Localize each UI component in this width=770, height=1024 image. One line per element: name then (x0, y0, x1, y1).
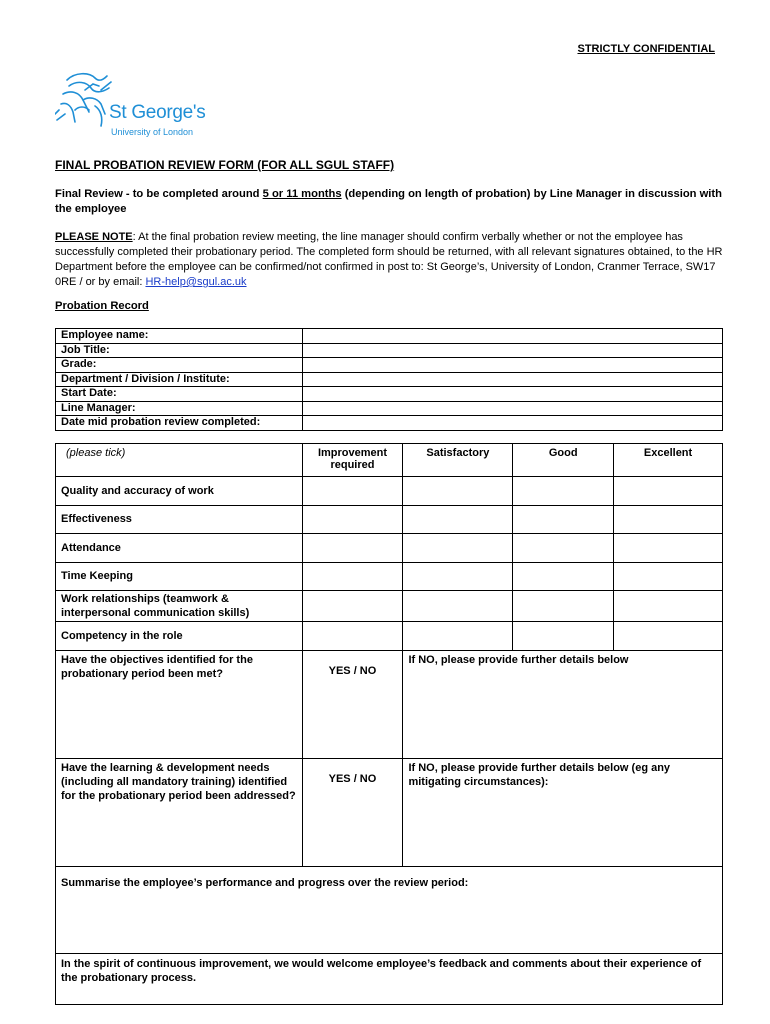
rating-cell[interactable] (513, 477, 614, 506)
learning-yes-no[interactable]: YES / NO (302, 758, 403, 866)
table-row (56, 650, 723, 758)
table-row (56, 591, 723, 622)
objectives-details-field[interactable]: If NO, please provide further details below (403, 650, 723, 758)
field-label: Employee name: (56, 329, 303, 344)
rating-cell[interactable] (403, 562, 513, 591)
objectives-question: Have the objectives identified for the probationary period been met? (56, 650, 303, 758)
tick-instruction: (please tick) (56, 444, 303, 477)
logo-subtitle: University of London (111, 127, 194, 137)
probation-record-table (55, 328, 723, 431)
intro-text: Final Review - to be completed around 5 or 11 months (depending on length of probation) by Line Manager in discussion with the employee (55, 188, 722, 215)
form-title: FINAL PROBATION REVIEW FORM (FOR ALL SGUL STAFF) (55, 158, 395, 172)
table-row (56, 505, 723, 534)
table-row (56, 758, 723, 866)
rating-cell[interactable] (614, 622, 723, 651)
job-title-field[interactable] (303, 343, 723, 358)
table-row (56, 387, 723, 402)
rating-cell[interactable] (302, 622, 403, 651)
note-text: PLEASE NOTE: At the final probation review meeting, the line manager should confirm verbally whether or not the employee has successfully completed their probationary period. The completed form should be returned, with all relevant signatures obtained, to the HR Department before the employee can be confirmed/not confirmed in post to: St George’s, University of London, Cranmer Terrace, SW17 0RE / or by email: HR-help@sgul.ac.uk (55, 231, 723, 288)
rating-cell[interactable] (614, 534, 723, 563)
line-manager-field[interactable] (303, 401, 723, 416)
field-label: Job Title: (56, 343, 303, 358)
hr-email-link[interactable]: HR-help@sgul.ac.uk (145, 276, 247, 288)
criterion-label: Time Keeping (56, 562, 303, 591)
column-header: Good (513, 444, 614, 477)
criterion-label: Attendance (56, 534, 303, 563)
table-row (56, 534, 723, 563)
rating-cell[interactable] (513, 534, 614, 563)
criterion-label: Effectiveness (56, 505, 303, 534)
table-row (56, 372, 723, 387)
mid-review-date-field[interactable] (303, 416, 723, 431)
rating-cell[interactable] (302, 477, 403, 506)
rating-cell[interactable] (614, 505, 723, 534)
rating-cell[interactable] (513, 505, 614, 534)
criterion-label: Work relationships (teamwork & interpersonal communication skills) (56, 591, 303, 622)
feedback-field[interactable]: In the spirit of continuous improvement, we would welcome employee’s feedback and comments about their experience of the probationary process. (56, 953, 723, 1004)
table-row (56, 401, 723, 416)
column-header: Improvement required (302, 444, 403, 477)
table-row (56, 343, 723, 358)
probation-record-heading: Probation Record (55, 300, 149, 312)
logo-name: St George's (109, 102, 206, 123)
table-row (56, 622, 723, 651)
rating-cell[interactable] (403, 505, 513, 534)
knight-on-horse-logo-icon (55, 70, 115, 132)
rating-cell[interactable] (513, 591, 614, 622)
learning-question: Have the learning & development needs (including all mandatory training) identified for the probationary period been addressed? (56, 758, 303, 866)
employee-name-field[interactable] (303, 329, 723, 344)
column-header: Satisfactory (403, 444, 513, 477)
rating-cell[interactable] (302, 534, 403, 563)
confidential-label: STRICTLY CONFIDENTIAL (577, 43, 715, 55)
rating-cell[interactable] (513, 562, 614, 591)
rating-cell[interactable] (403, 591, 513, 622)
table-row (56, 329, 723, 344)
rating-cell[interactable] (302, 562, 403, 591)
field-label: Line Manager: (56, 401, 303, 416)
rating-cell[interactable] (403, 622, 513, 651)
rating-cell[interactable] (403, 534, 513, 563)
start-date-field[interactable] (303, 387, 723, 402)
field-label: Start Date: (56, 387, 303, 402)
rating-cell[interactable] (614, 591, 723, 622)
rating-cell[interactable] (302, 591, 403, 622)
rating-cell[interactable] (403, 477, 513, 506)
criterion-label: Competency in the role (56, 622, 303, 651)
rating-cell[interactable] (302, 505, 403, 534)
ratings-table (55, 443, 723, 1005)
column-header: Excellent (614, 444, 723, 477)
table-row (56, 953, 723, 1004)
department-field[interactable] (303, 372, 723, 387)
rating-cell[interactable] (614, 562, 723, 591)
rating-cell[interactable] (513, 622, 614, 651)
summary-field[interactable]: Summarise the employee’s performance and progress over the review period: (56, 866, 723, 953)
criterion-label: Quality and accuracy of work (56, 477, 303, 506)
table-row (56, 358, 723, 373)
objectives-yes-no[interactable]: YES / NO (302, 650, 403, 758)
learning-details-field[interactable]: If NO, please provide further details below (eg any mitigating circumstances): (403, 758, 723, 866)
table-row (56, 562, 723, 591)
table-row (56, 477, 723, 506)
table-row (56, 866, 723, 953)
table-row (56, 444, 723, 477)
university-logo (55, 70, 225, 140)
rating-cell[interactable] (614, 477, 723, 506)
table-row (56, 416, 723, 431)
field-label: Grade: (56, 358, 303, 373)
field-label: Department / Division / Institute: (56, 372, 303, 387)
field-label: Date mid probation review completed: (56, 416, 303, 431)
grade-field[interactable] (303, 358, 723, 373)
